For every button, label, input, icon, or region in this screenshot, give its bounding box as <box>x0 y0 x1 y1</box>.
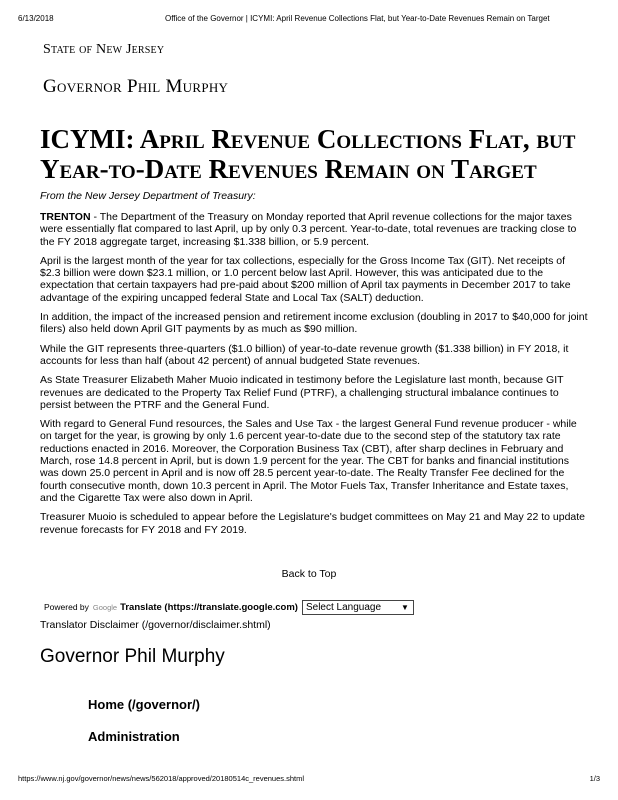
article-paragraph: With regard to General Fund resources, the Sales and Use Tax - the largest General Fund revenue producer - while on target for the year, is growing by only 1.6 percent year-to-date due to the second step of the statutory tax rate reductions enacted in 2016. Moreover, the Corporation Business Tax (CBT), after sharp declines in February and March, rose 14.8 percent in April, but is down 1.9 percent for the year. The CBT for banks and financial institutions was down 25.0 percent in April and is now off 28.5 percent year-to-date. The Realty Transfer Fee declined for the fourth consecutive month, down 10.3 percent in April. The Motor Fuels Tax, Transfer Inheritance and Estate taxes, and the Cigarette Tax were also down in April. <box>40 418 577 504</box>
print-header <box>18 14 600 26</box>
print-url: https://www.nj.gov/governor/news/news/562018/approved/20180514c_revenues.shtml <box>18 774 305 783</box>
article-paragraph: April is the largest month of the year for tax collections, especially for the Gross Income Tax (GIT). Net receipts of $2.3 billion were down $23.1 million, or 1.0 percent below last April. However, this was anticipated due to the expectation that certain taxpayers had pre-paid about $200 million of April tax payments in December 2017 to take advantage of the expiring uncapped federal State and Local Tax (SALT) deduction. <box>40 254 571 304</box>
nav-item-home[interactable]: Home (/governor/) <box>88 697 200 712</box>
translator-disclaimer-link[interactable]: Translator Disclaimer (/governor/disclaimer.shtml) <box>40 619 271 631</box>
nav-item-administration[interactable]: Administration <box>88 729 180 744</box>
dropdown-arrow-icon: ▼ <box>401 602 409 612</box>
google-translate-link[interactable]: Translate (https://translate.google.com) <box>120 601 298 613</box>
article-paragraph: Treasurer Muoio is scheduled to appear before the Legislature's budget committees on May 21 and May 22 to update revenue forecasts for FY 2018 and FY 2019. <box>40 511 586 536</box>
select-language-value: Select Language <box>305 601 382 613</box>
article-paragraph: While the GIT represents three-quarters ($1.0 billion) of year-to-date revenue growth ($1.338 billion) in FY 2018, it accounts for less than half (about 42 percent) of annual budgeted State revenues. <box>40 342 569 367</box>
article-dateline: TRENTON <box>40 211 91 223</box>
footer-governor-title: Governor Phil Murphy <box>40 646 225 667</box>
print-page-number: 1/3 <box>589 774 600 783</box>
article-source: From the New Jersey Department of Treasury: <box>40 190 256 202</box>
state-of-new-jersey-link[interactable]: State of New Jersey <box>43 42 165 57</box>
print-date: 6/13/2018 <box>18 14 54 23</box>
google-logo: Google <box>92 602 118 612</box>
print-page-title: Office of the Governor | ICYMI: April Revenue Collections Flat, but Year-to-Date Revenues Remain on Target <box>165 14 550 23</box>
governor-logo-link[interactable]: Governor Phil Murphy <box>43 76 229 97</box>
back-to-top-link[interactable]: Back to Top <box>281 568 337 580</box>
select-language-dropdown[interactable] <box>302 600 414 615</box>
article-paragraph: In addition, the impact of the increased pension and retirement income exclusion (doubling in 2017 to $40,000 for joint filers) also held down April GIT payments by as much as $90 million. <box>40 311 588 336</box>
powered-by-label: Powered by <box>44 602 89 612</box>
article-body <box>40 211 588 543</box>
article-paragraph: As State Treasurer Elizabeth Maher Muoio indicated in testimony before the Legislature last month, because GIT revenues are dedicated to the Property Tax Relief Fund (PTRF), a challenging structural imbalance continues to persist between the PTRF and the General Fund. <box>40 374 564 411</box>
article-lead-paragraph <box>40 211 588 248</box>
article-lead-text: - The Department of the Treasury on Monday reported that April revenue collections for the major taxes were essentially flat compared to last April, up by only 0.3 percent. Year-to-date, total revenues are tracking close to the FY 2018 aggregate target, increasing $1.338 billion, or 5.9 percent. <box>40 211 577 248</box>
google-translate-widget <box>44 599 414 615</box>
article-headline: ICYMI: April Revenue Collections Flat, but Year-to-Date Revenues Remain on Target <box>40 124 576 184</box>
